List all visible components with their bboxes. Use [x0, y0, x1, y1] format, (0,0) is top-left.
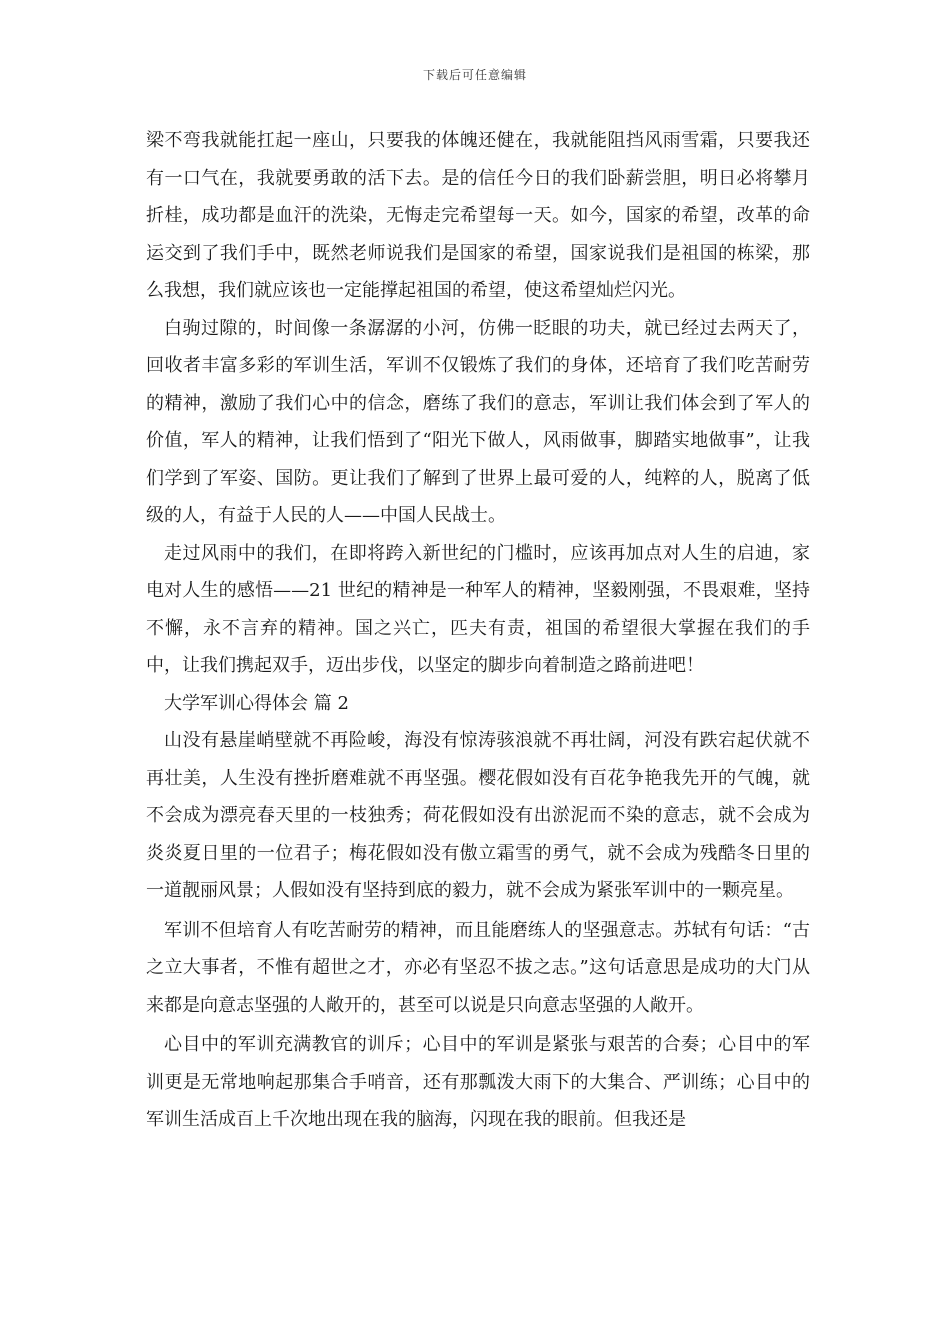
document-body [146, 122, 810, 1139]
page-header: 下载后可任意编辑 [422, 68, 527, 82]
paragraph: 白驹过隙的，时间像一条潺潺的小河，仿佛一眨眼的功夫，就已经过去两天了，回收者丰富多彩的军训生活，军训不仅锻炼了我们的身体，还培育了我们吃苦耐劳的精神，激励了我们心中的信念，磨练了我们的意志，军训让我们体会到了军人的价值，军人的精神，让我们悟到了“阳光下做人，风雨做事，脚踏实地做事”，让我们学到了军姿、国防。更让我们了解到了世界上最可爱的人，纯粹的人，脱离了低级的人，有益于人民的人——中国人民战士。 [146, 317, 810, 526]
section-title: 大学军训心得体会 篇 2 [164, 692, 349, 714]
paragraph: 山没有悬崖峭壁就不再险峻，海没有惊涛骇浪就不再壮阔，河没有跌宕起伏就不再壮美，人生没有挫折磨难就不再坚强。樱花假如没有百花争艳我先开的气魄，就不会成为漂亮春天里的一枝独秀；荷花假如没有出淤泥而不染的意志，就不会成为炎炎夏日里的一位君子；梅花假如没有傲立霜雪的勇气，就不会成为残酷冬日里的一道靓丽风景；人假如没有坚持到底的毅力，就不会成为紧张军训中的一颗亮星。 [146, 730, 810, 901]
paragraph: 梁不弯我就能扛起一座山，只要我的体魄还健在，我就能阻挡风雨雪霜，只要我还有一口气在，我就要勇敢的活下去。是的信任今日的我们卧薪尝胆，明日必将攀月折桂，成功都是血汗的洗染，无悔走完希望每一天。如今，国家的希望，改革的命运交到了我们手中，既然老师说我们是国家的希望，国家说我们是祖国的栋梁，那么我想，我们就应该也一定能撑起祖国的希望，使这希望灿烂闪光。 [146, 130, 810, 301]
paragraph: 军训不但培育人有吃苦耐劳的精神，而且能磨练人的坚强意志。苏轼有句话：“古之立大事者，不惟有超世之才，亦必有坚忍不拔之志。”这句话意思是成功的大门从来都是向意志坚强的人敞开的，甚至可以说是只向意志坚强的人敞开。 [146, 919, 810, 1016]
paragraph: 走过风雨中的我们，在即将跨入新世纪的门槛时，应该再加点对人生的启迪，家电对人生的感悟——21 世纪的精神是一种军人的精神，坚毅刚强，不畏艰难，坚持不懈，永不言弃的精神。国之兴亡，匹夫有责，祖国的希望很大掌握在我们的手中，让我们携起双手，迈出步伐，以坚定的脚步向着制造之路前进吧！ [146, 542, 810, 676]
paragraph: 心目中的军训充满教官的训斥；心目中的军训是紧张与艰苦的合奏；心目中的军训更是无常地响起那集合手哨音，还有那瓢泼大雨下的大集合、严训练；心目中的军训生活成百上千次地出现在我的脑海，闪现在我的眼前。但我还是 [146, 1034, 810, 1130]
